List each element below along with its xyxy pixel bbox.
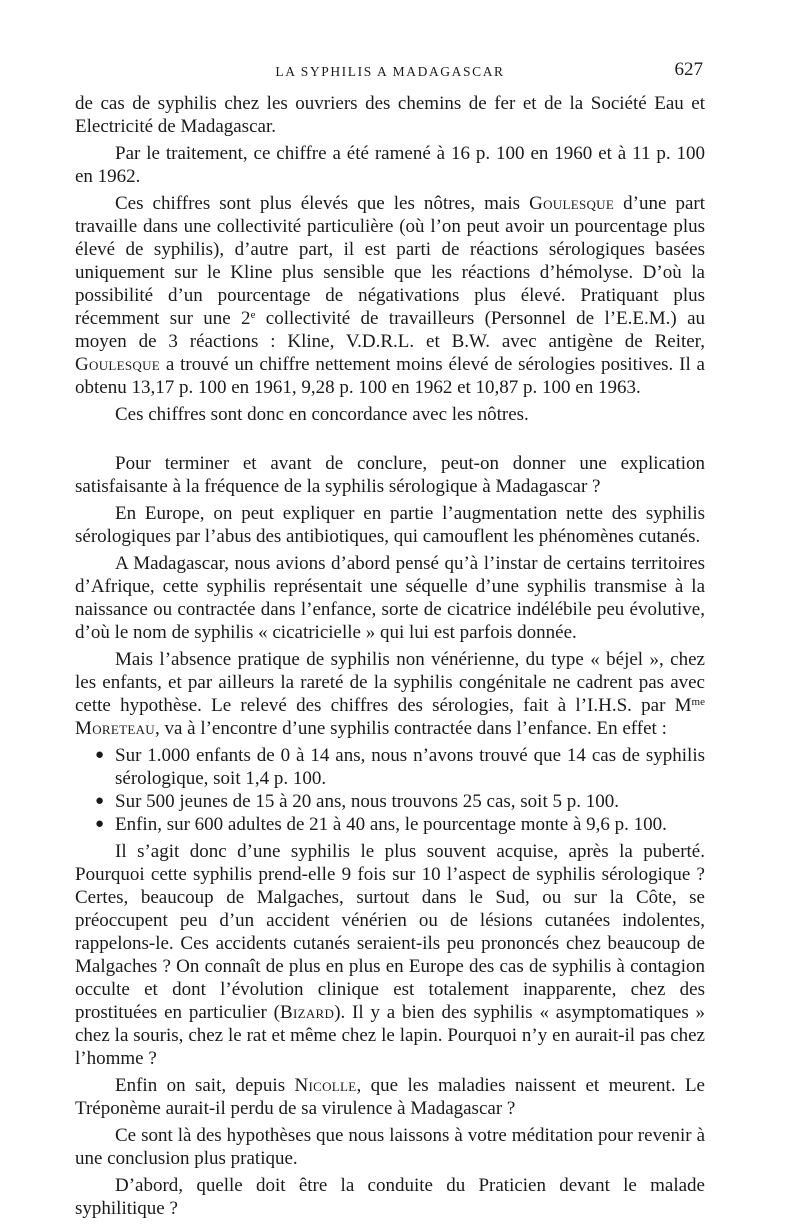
superscript-e: e [250,309,256,321]
paragraph-4: Ces chiffres sont donc en concordance avec les nôtres. [115,404,529,425]
paragraph-6: En Europe, on peut expliquer en partie l’augmentation nette des syphilis sérologiques par l’abus des antibiotiques, qui camouflent les phénomènes cutanés. [75,503,705,547]
paragraph-9 [75,840,705,1070]
page-header [75,58,705,82]
body-text [75,92,705,1224]
paragraph-5: Pour terminer et avant de conclure, peut-on donner une explication satisfaisante à la fréquence de la syphilis sérologique à Madagascar ? [75,453,705,497]
paragraph-10-text-a: Enfin on sait, depuis [115,1075,295,1096]
list-item-text: Enfin, sur 600 adultes de 21 à 40 ans, le pourcentage monte à 9,6 p. 100. [115,814,667,835]
author-name-nicolle: Nicolle [294,1075,357,1096]
paragraph-10-text-b: , que les maladies naissent et meurent. Le Tréponème aurait-il perdu de sa virulence à Madagascar ? [75,1075,705,1119]
paragraph-9-text-b: ). Il y a bien des syphilis « asymptomatiques » chez la souris, chez le rat et même chez le lapin. Pourquoi n’y en aurait-il pas chez l’homme ? [75,1002,705,1069]
paragraph-1: de cas de syphilis chez les ouvriers des chemins de fer et de la Société Eau et Electricité de Madagascar. [75,93,705,137]
list-item-text: Sur 1.000 enfants de 0 à 14 ans, nous n’avons trouvé que 14 cas de syphilis sérologique, soit 1,4 p. 100. [115,745,705,789]
paragraph-12: D’abord, quelle doit être la conduite du Praticien devant le malade syphilitique ? [75,1175,705,1219]
paragraph-11: Ce sont là des hypothèses que nous laissons à votre méditation pour revenir à une conclusion plus pratique. [75,1125,705,1169]
paragraph-8 [75,648,705,740]
author-name-goulesque: Goulesque [529,193,615,214]
list-item [75,744,705,790]
paragraph-2: Par le traitement, ce chiffre a été ramené à 16 p. 100 en 1960 et à 11 p. 100 en 1962. [75,143,705,187]
paragraph-10 [75,1074,705,1120]
paragraph-7: A Madagascar, nous avions d’abord pensé qu’à l’instar de certains territoires d’Afrique, cette syphilis représentait une séquelle d’une syphilis transmise à la naissance ou contractée dans l’enfance, sorte de cicatrice indélébile peu évolutive, d’où le nom de syphilis « cicatricielle » qui lui est parfois donnée. [75,553,705,643]
author-name-goulesque-2: Goulesque [75,354,161,375]
author-name-bizard: Bizard [280,1002,335,1023]
superscript-me: me [691,696,705,708]
bullet-icon: ● [95,747,105,763]
paragraph-3-text-b: d’une part travaille dans une collectivité particulière (où l’on peut avoir un pourcentage plus élevé de syphilis), d’autre part, il est parti de réactions sérologiques basées uniquement sur le Kline plus sensible que les réactions d’hémolyse. D’où la possibilité d’un pourcentage de négativations plus élevé. Pratiquant plus récemment sur une 2 [75,193,705,329]
list-item-text: Sur 500 jeunes de 15 à 20 ans, nous trouvons 25 cas, soit 5 p. 100. [115,791,619,812]
bullet-icon: ● [95,816,105,832]
statistics-list [75,744,705,836]
page-number: 627 [674,59,703,80]
list-item [75,813,705,836]
paragraph-8-text-b: , va à l’encontre d’une syphilis contractée dans l’enfance. En effet : [154,718,667,739]
author-name-moreteau: Moreteau [75,718,155,739]
paragraph-8-text-a: Mais l’absence pratique de syphilis non vénérienne, du type « béjel », chez les enfants, et par ailleurs la rareté de la syphilis congénitale ne cadrent pas avec cette hypothèse. Le relevé des chiffres des sérologies, fait à l’I.H.S. par M [75,649,705,716]
paragraph-3-text-d: a trouvé un chiffre nettement moins élevé de sérologies positives. Il a obtenu 13,17 p. 100 en 1961, 9,28 p. 100 en 1962 et 10,87 p. 100 en 1963. [75,354,705,398]
paragraph-3 [75,192,705,399]
paragraph-3-text-c: collectivité de travailleurs (Personnel de l’E.E.M.) au moyen de 3 réactions : Kline, V.D.R.L. et B.W. avec antigène de Reiter, [75,308,705,352]
bullet-icon: ● [95,793,105,809]
list-item [75,790,705,813]
running-title: LA SYPHILIS A MADAGASCAR [275,64,505,79]
paragraph-9-text-a: Il s’agit donc d’une syphilis le plus souvent acquise, après la puberté. Pourquoi cette syphilis prend-elle 9 fois sur 10 l’aspect de syphilis sérologique ? Certes, beaucoup de Malgaches, surtout dans le Sud, ou sur la Côte, se préoccupent peu d’un accident vénérien ou de lésions cutanées indolentes, rappelons-le. Ces accidents cutanés seraient-ils peu prononcés chez beaucoup de Malgaches ? On connaît de plus en plus en Europe des cas de syphilis à contagion occulte et dont l’évolution clinique est totalement inapparente, chez des prostituées en particulier ( [75,841,705,1023]
paragraph-3-text-a: Ces chiffres sont plus élevés que les nôtres, mais [115,193,530,214]
